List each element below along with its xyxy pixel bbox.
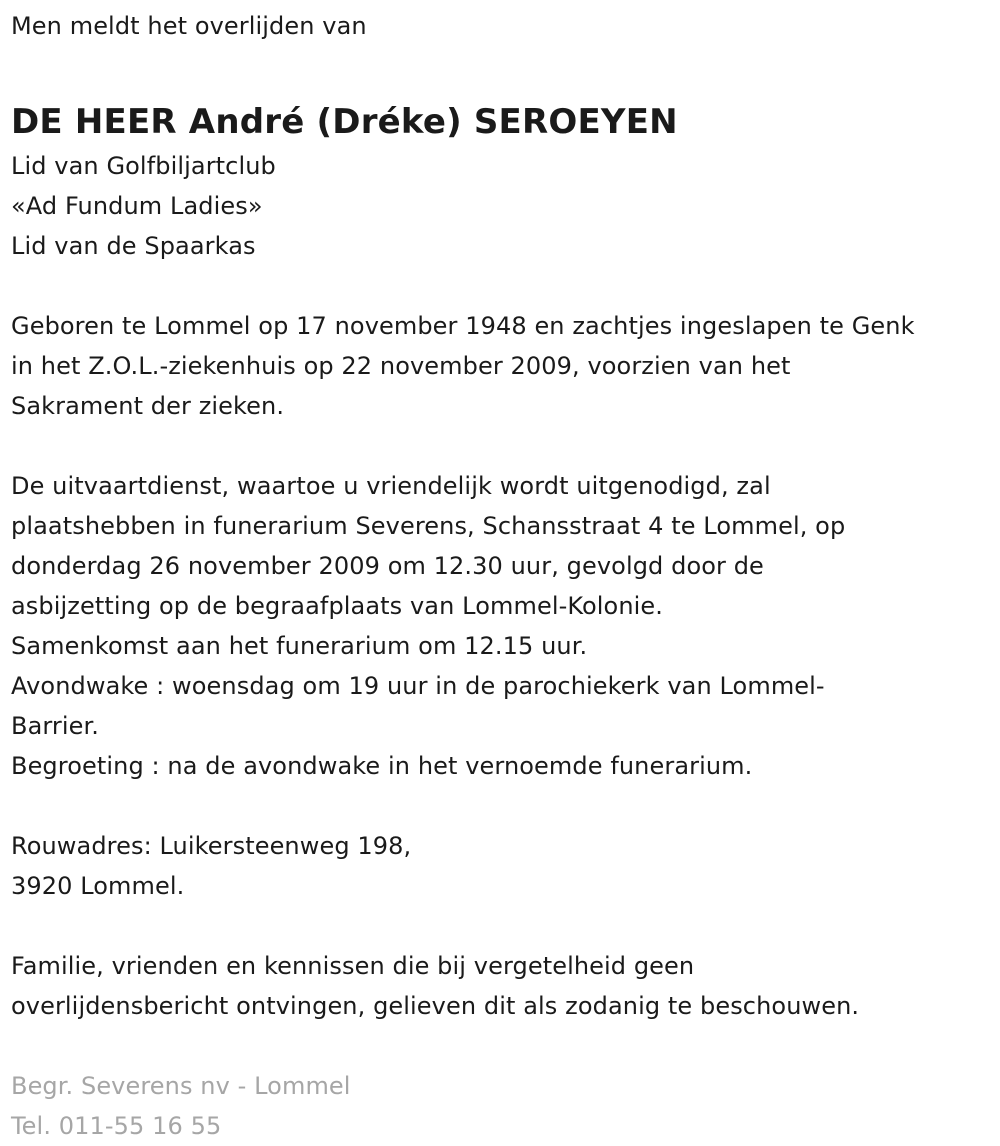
paragraph-line: plaatshebben in funerarium Severens, Schansstraat 4 te Lommel, op <box>11 512 846 540</box>
affiliations <box>11 146 996 266</box>
paragraph-line: Sakrament der zieken. <box>11 392 285 420</box>
paragraph-line: Begroeting : na de avondwake in het vernoemde funerarium. <box>11 752 753 780</box>
family-notice <box>11 946 996 1026</box>
address-line: Rouwadres: Luikersteenweg 198, <box>11 832 412 860</box>
paragraph-line: Avondwake : woensdag om 19 uur in de parochiekerk van Lommel- <box>11 672 825 700</box>
funeral-home-footer <box>11 1066 996 1146</box>
affiliation-line: Lid van Golfbiljartclub <box>11 152 276 180</box>
affiliation-line: Lid van de Spaarkas <box>11 232 256 260</box>
obituary-notice <box>11 6 996 1146</box>
paragraph-line: Geboren te Lommel op 17 november 1948 en zachtjes ingeslapen te Genk <box>11 312 915 340</box>
deceased-name: DE HEER André (Dréke) SEROEYEN <box>11 102 678 142</box>
intro-text: Men meldt het overlijden van <box>11 12 367 40</box>
paragraph-line: overlijdensbericht ontvingen, gelieven dit als zodanig te beschouwen. <box>11 992 860 1020</box>
funeral-home-phone: Tel. 011-55 16 55 <box>11 1112 222 1140</box>
paragraph-line: in het Z.O.L.-ziekenhuis op 22 november 2009, voorzien van het <box>11 352 791 380</box>
paragraph-line: Barrier. <box>11 712 100 740</box>
paragraph-line: Samenkomst aan het funerarium om 12.15 uur. <box>11 632 588 660</box>
paragraph-line: donderdag 26 november 2009 om 12.30 uur, gevolgd door de <box>11 552 764 580</box>
service-paragraph <box>11 466 996 786</box>
paragraph-line: Familie, vrienden en kennissen die bij vergetelheid geen <box>11 952 695 980</box>
address-line: 3920 Lommel. <box>11 872 185 900</box>
paragraph-line: De uitvaartdienst, waartoe u vriendelijk wordt uitgenodigd, zal <box>11 472 771 500</box>
mourning-address <box>11 826 996 906</box>
birth-death-paragraph <box>11 306 996 426</box>
affiliation-line: «Ad Fundum Ladies» <box>11 192 263 220</box>
paragraph-line: asbijzetting op de begraafplaats van Lommel-Kolonie. <box>11 592 663 620</box>
funeral-home-name: Begr. Severens nv - Lommel <box>11 1072 351 1100</box>
